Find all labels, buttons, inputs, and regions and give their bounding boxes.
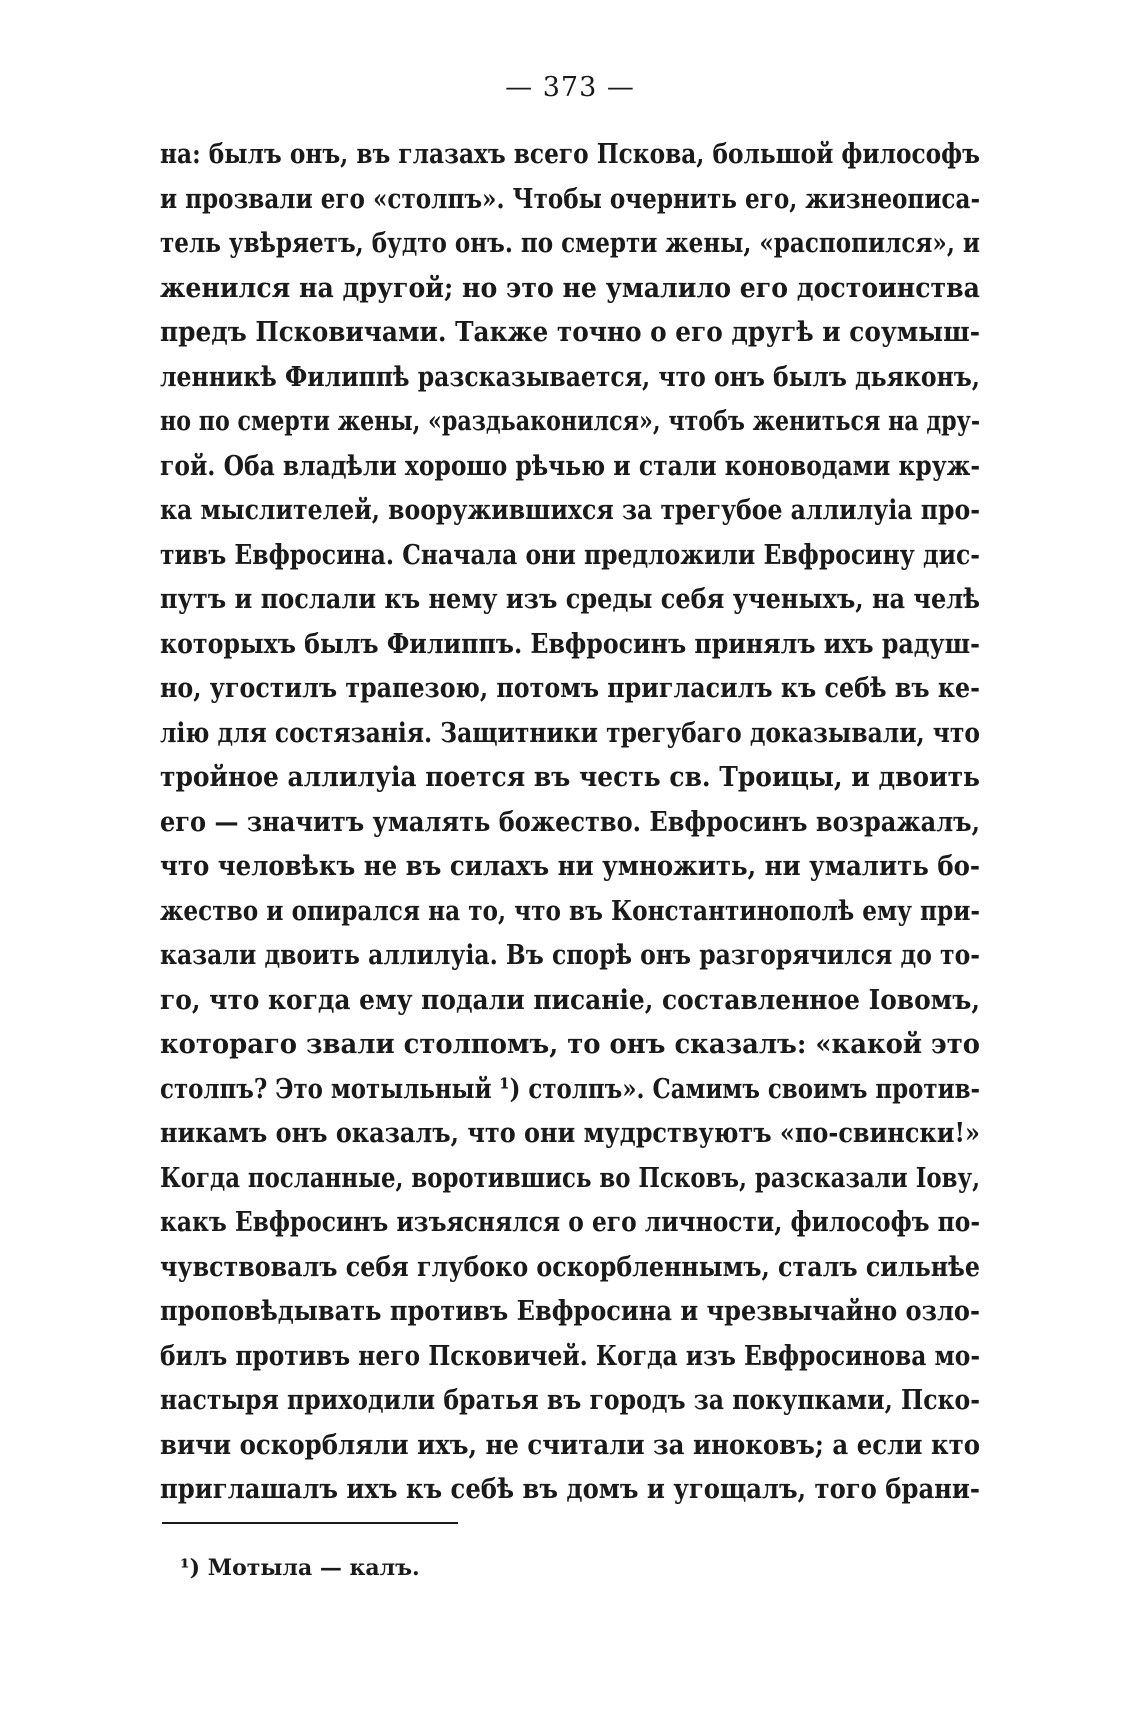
text-line: на: былъ онъ, въ глазахъ всего Пскова, большой философъ (160, 138, 980, 170)
text-line: чувствовалъ себя глубоко оскорбленнымъ, сталъ сильнѣе (160, 1250, 980, 1283)
text-line: вичи оскорбляли ихъ, не считали за иноковъ; а если кто (160, 1428, 981, 1461)
text-line: ленникѣ Филиппѣ разсказывается, что онъ былъ дьяконъ, (160, 360, 980, 393)
text-line: тройное аллилуіа поется въ честь св. Троицы, и двоить (160, 761, 980, 793)
text-line: приглашалъ ихъ къ себѣ въ домъ и угощалъ, того брани- (160, 1473, 981, 1505)
text-line: предъ Псковичами. Также точно о его другѣ и соумыш- (160, 316, 980, 348)
text-line: его — значитъ умалять божество. Евфросинъ возражалъ, (160, 805, 980, 838)
text-line: никамъ онъ оказалъ, что они мудрствуютъ «по-свински!» (160, 1117, 980, 1149)
text-line: лію для состязанія. Защитники трегубаго доказывали, что (160, 716, 980, 749)
text-line: женился на другой; но это не умалило его достоинства (160, 271, 980, 304)
text-line: которыхъ былъ Филиппъ. Евфросинъ принялъ ихъ радуш- (160, 627, 980, 660)
text-line: Когда посланные, воротившись во Псковъ, разсказали Іову, (160, 1161, 981, 1194)
text-line: ка мыслителей, вооружившихся за трегубое аллилуіа про- (160, 494, 981, 526)
text-line: настыря приходили братья въ городъ за покупками, Пско- (160, 1384, 981, 1416)
page-number: — 373 — (505, 72, 635, 103)
text-line: и прозвали его «столпъ». Чтобы очернить его, жизнеописа- (160, 182, 981, 215)
text-line: что человѣкъ не въ силахъ ни умножить, ни умалить бо- (160, 850, 981, 882)
footnote-text: Мотыла — калъ. (207, 1555, 420, 1581)
text-line: но, угостилъ трапезою, потомъ пригласилъ къ себѣ въ ке- (160, 672, 980, 704)
body-text (160, 132, 980, 1512)
text-line: го, что когда ему подали писаніе, составленное Іовомъ, (160, 983, 981, 1016)
text-line: котораго звали столпомъ, то онъ сказалъ: «какой это (160, 1028, 981, 1060)
footnote (180, 1555, 420, 1581)
text-line: но по смерти жены, «раздьаконился», чтобъ жениться на дру- (160, 405, 981, 437)
text-line: какъ Евфросинъ изъяснялся о его личности, философъ по- (160, 1206, 981, 1238)
footnote-divider (162, 1522, 458, 1524)
text-line: путъ и послали къ нему изъ среды себя ученыхъ, на челѣ (160, 583, 981, 615)
text-line: проповѣдывать противъ Евфросина и чрезвычайно озло- (160, 1295, 980, 1327)
footnote-marker: ¹) (180, 1555, 201, 1581)
text-line: билъ противъ него Псковичей. Когда изъ Евфросинова мо- (160, 1339, 981, 1372)
text-line: тивъ Евфросина. Сначала они предложили Евфросину дис- (160, 538, 981, 571)
text-line: тель увѣряетъ, будто онъ. по смерти жены, «распопился», и (160, 227, 981, 259)
text-line: казали двоить аллилуіа. Въ спорѣ онъ разгорячился до то- (160, 939, 980, 971)
text-line: гой. Оба владѣли хорошо рѣчью и стали коноводами круж- (160, 449, 981, 482)
text-line: столпъ? Это мотыльный ¹) столпъ». Самимъ своимъ против- (160, 1072, 981, 1105)
text-line: жество и опирался на то, что въ Константинополѣ ему при- (160, 894, 981, 927)
